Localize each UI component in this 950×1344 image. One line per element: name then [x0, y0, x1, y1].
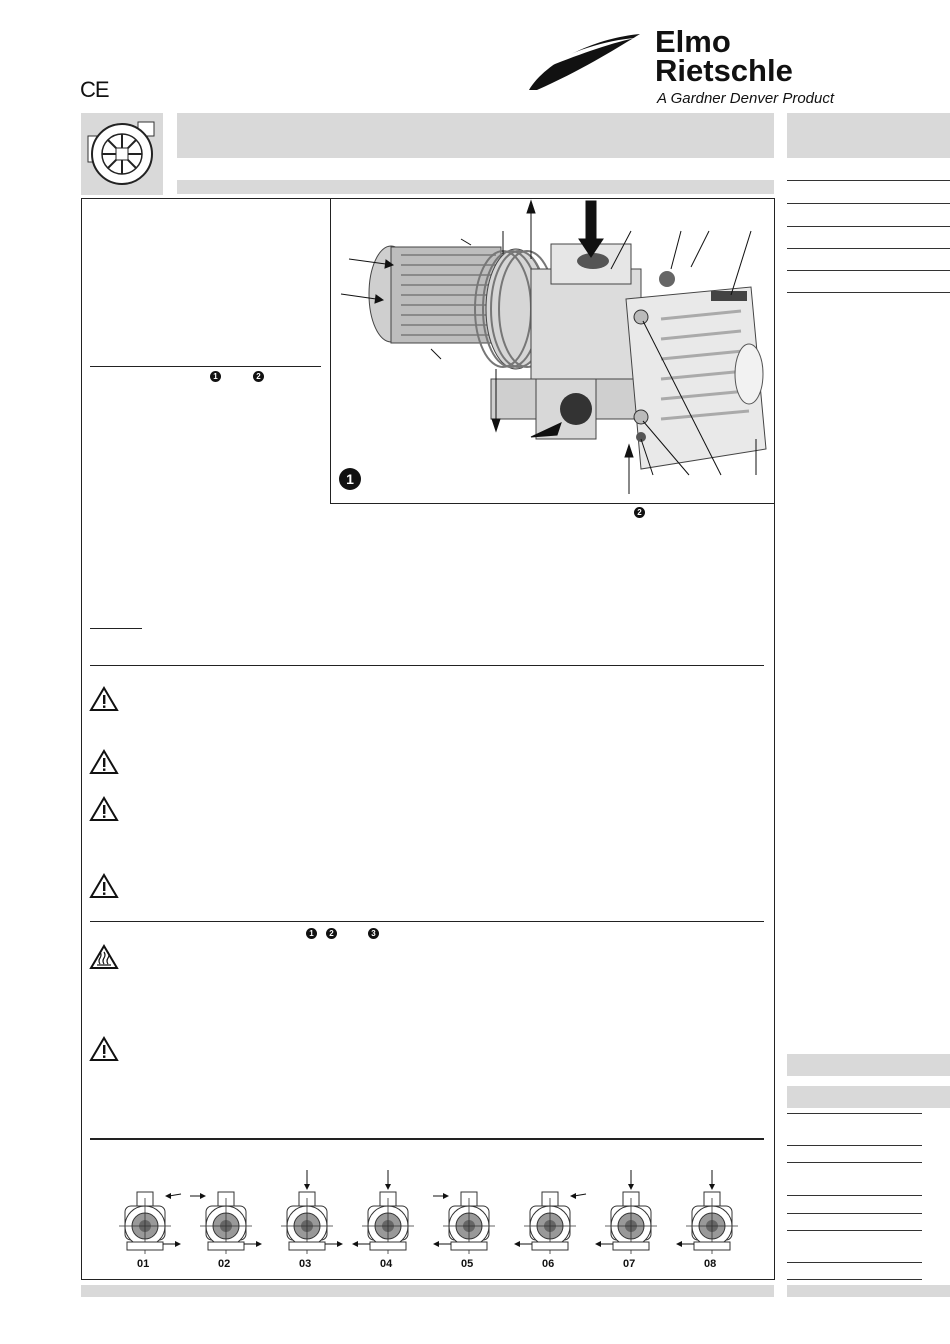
sidebar-rule — [787, 1262, 922, 1263]
sidebar-grey-block — [787, 1086, 950, 1108]
ref-badge-2: 2 — [253, 371, 264, 382]
installation-position-label: 03 — [299, 1258, 312, 1270]
installation-position-diagram — [672, 1158, 752, 1258]
sidebar-rule — [787, 1113, 922, 1114]
rotary-vane-section-icon — [86, 118, 158, 190]
sidebar-top-block — [787, 113, 950, 158]
hot-surface-icon — [89, 944, 119, 970]
sidebar-rule — [787, 292, 950, 293]
logo-swoosh-icon — [527, 30, 642, 96]
installation-position-diagram — [348, 1158, 428, 1258]
vacuum-pump-illustration — [331, 199, 773, 501]
brand-tagline: A Gardner Denver Product — [657, 90, 835, 107]
installation-position-label: 04 — [380, 1258, 393, 1270]
sidebar-rule — [787, 203, 950, 204]
footer-sidebar-bar — [787, 1285, 950, 1297]
installation-position-label: 02 — [218, 1258, 231, 1270]
section-rule — [90, 1138, 764, 1140]
installation-position-diagram — [267, 1158, 347, 1258]
ref-badge-1: 1 — [306, 928, 317, 939]
warning-triangle-icon — [89, 796, 119, 822]
section-rule — [90, 665, 764, 666]
warning-triangle-icon — [89, 873, 119, 899]
title-bar — [177, 113, 774, 158]
brand-line-1: Elmo — [655, 24, 731, 59]
sidebar-rule — [787, 1230, 922, 1231]
installation-position-label: 08 — [704, 1258, 717, 1270]
sidebar-rule — [787, 248, 950, 249]
warning-triangle-icon — [89, 1036, 119, 1062]
installation-position-label: 06 — [542, 1258, 555, 1270]
installation-position-diagram — [591, 1158, 671, 1258]
warning-triangle-icon — [89, 686, 119, 712]
figure-1-badge: 1 — [339, 468, 361, 490]
sidebar-rule — [787, 226, 950, 227]
section-rule — [90, 921, 764, 922]
sidebar-grey-block — [787, 1054, 950, 1076]
brand-line-2: Rietschle — [655, 53, 793, 88]
sidebar-rule — [787, 1145, 922, 1146]
sidebar-rule — [787, 1195, 922, 1196]
left-column-rule — [90, 366, 321, 367]
footer-bar — [81, 1285, 774, 1297]
ce-mark: CE — [80, 77, 109, 102]
sidebar-rule — [787, 1162, 922, 1163]
sidebar-rule — [787, 1213, 922, 1214]
ref-badge-2: 2 — [326, 928, 337, 939]
figure-2-badge: 2 — [634, 507, 645, 518]
installation-position-label: 07 — [623, 1258, 636, 1270]
ref-badge-3: 3 — [368, 928, 379, 939]
sidebar-rule — [787, 180, 950, 181]
sidebar-rule — [787, 1279, 922, 1280]
installation-position-diagram — [186, 1158, 266, 1258]
sidebar-rule — [787, 270, 950, 271]
short-underline — [90, 628, 142, 629]
installation-position-diagram — [429, 1158, 509, 1258]
ref-badge-1: 1 — [210, 371, 221, 382]
installation-position-label: 05 — [461, 1258, 474, 1270]
subtitle-bar — [177, 180, 774, 194]
installation-position-diagram — [105, 1158, 185, 1258]
installation-position-label: 01 — [137, 1258, 150, 1270]
warning-triangle-icon — [89, 749, 119, 775]
installation-position-diagram — [510, 1158, 590, 1258]
